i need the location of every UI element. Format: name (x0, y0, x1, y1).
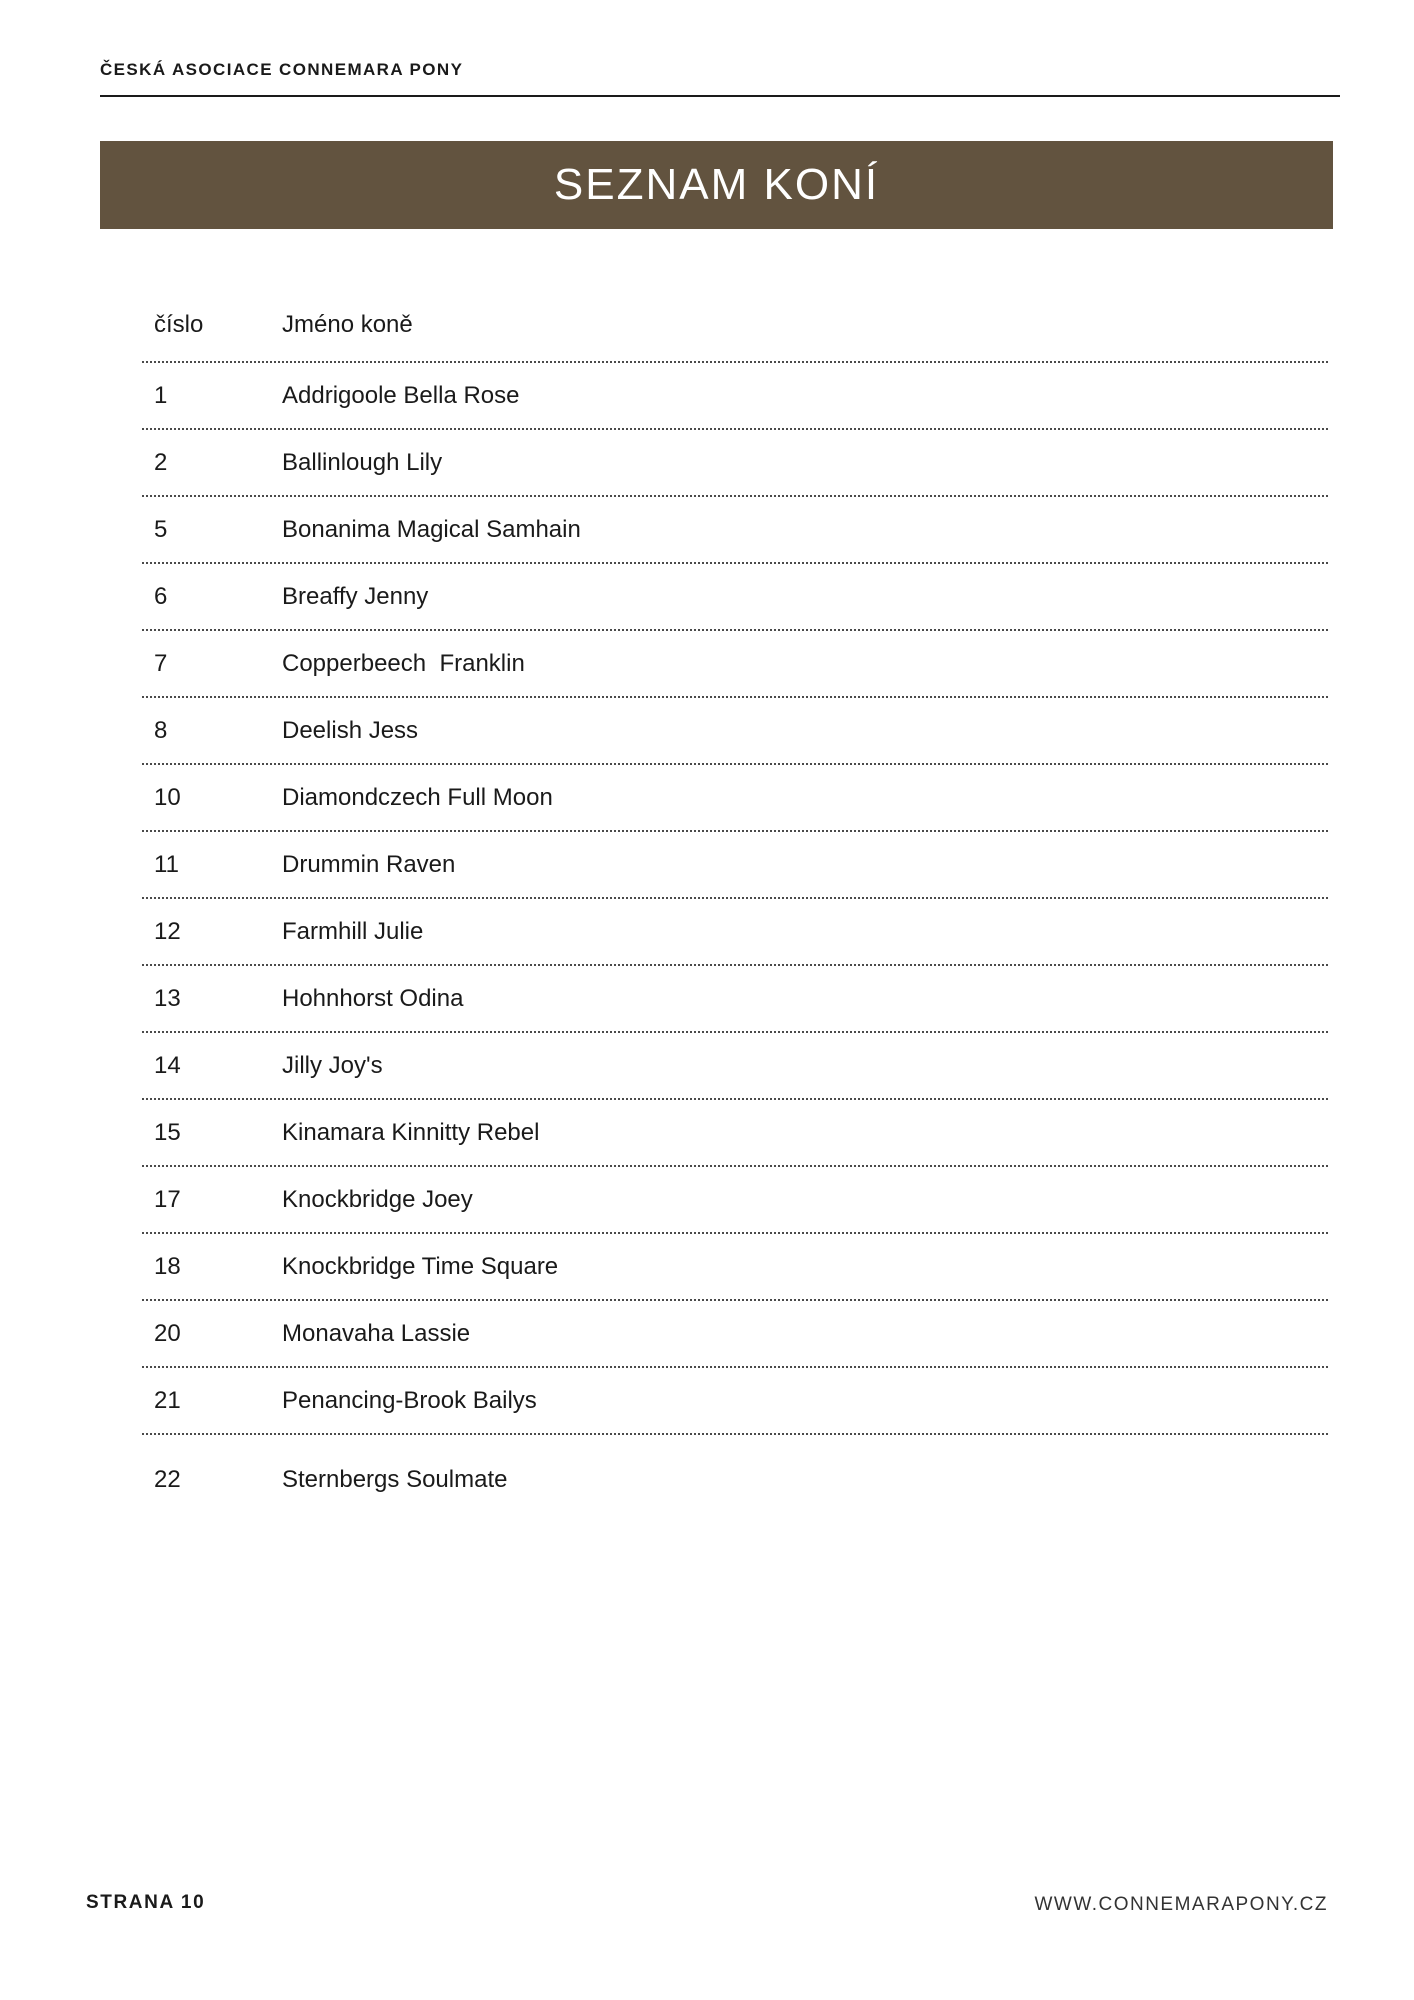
horse-name: Knockbridge Time Square (282, 1252, 559, 1280)
horse-number: 18 (154, 1252, 181, 1280)
horse-name: Diamondczech Full Moon (282, 783, 553, 811)
horse-name: Knockbridge Joey (282, 1185, 473, 1213)
table-row (142, 430, 1328, 497)
horse-name: Penancing-Brook Bailys (282, 1386, 537, 1414)
horse-number: 12 (154, 917, 181, 945)
page-number: STRANA 10 (86, 1892, 206, 1913)
organization-name: ČESKÁ ASOCIACE CONNEMARA PONY (100, 60, 464, 79)
table-row (142, 765, 1328, 832)
horse-number: 10 (154, 783, 181, 811)
table-row (142, 564, 1328, 631)
horse-name: Sternbergs Soulmate (282, 1466, 508, 1493)
horse-number: 22 (154, 1466, 181, 1493)
horse-number: 15 (154, 1118, 181, 1146)
table-row (142, 1368, 1328, 1435)
horse-number: 8 (154, 716, 168, 744)
column-header-name: Jméno koně (282, 310, 413, 338)
horse-name: Addrigoole Bella Rose (282, 381, 520, 409)
table-row (142, 1100, 1328, 1167)
horse-number: 2 (154, 448, 168, 476)
horse-number: 7 (154, 649, 168, 677)
horse-name: Ballinlough Lily (282, 448, 443, 476)
horse-name: Farmhill Julie (282, 917, 424, 945)
horse-number: 5 (154, 515, 168, 543)
horse-number: 17 (154, 1185, 181, 1213)
horse-name: Kinamara Kinnitty Rebel (282, 1118, 540, 1146)
website-link[interactable]: WWW.CONNEMARAPONY.CZ (1034, 1894, 1328, 1915)
table-row (142, 899, 1328, 966)
horse-number: 14 (154, 1051, 181, 1079)
table-row (142, 497, 1328, 564)
table-row (142, 966, 1328, 1033)
table-row (142, 1435, 1328, 1525)
table-row (142, 1234, 1328, 1301)
title-banner (100, 141, 1333, 229)
table-row (142, 1167, 1328, 1234)
horse-number: 20 (154, 1319, 181, 1347)
horse-name: Jilly Joy's (282, 1051, 383, 1079)
horse-number: 6 (154, 582, 168, 610)
horse-name: Deelish Jess (282, 716, 419, 744)
horse-name: Hohnhorst Odina (282, 984, 464, 1012)
horse-name: Copperbeech Franklin (282, 649, 525, 677)
horse-name: Breaffy Jenny (282, 582, 429, 610)
horse-number: 21 (154, 1386, 181, 1414)
horse-number: 13 (154, 984, 181, 1012)
horse-name: Drummin Raven (282, 850, 456, 878)
page-title: SEZNAM KONÍ (553, 160, 880, 209)
table-row (142, 832, 1328, 899)
table-row (142, 1033, 1328, 1100)
table-row (142, 698, 1328, 765)
column-header-number: číslo (154, 310, 204, 338)
table-header-row (142, 288, 1328, 363)
header-divider (100, 95, 1340, 97)
horse-name: Bonanima Magical Samhain (282, 515, 581, 543)
table-row (142, 363, 1328, 430)
table-row (142, 631, 1328, 698)
table-row (142, 1301, 1328, 1368)
horse-table (142, 288, 1328, 1525)
horse-number: 1 (154, 381, 168, 409)
horse-number: 11 (154, 850, 179, 878)
horse-name: Monavaha Lassie (282, 1319, 471, 1347)
